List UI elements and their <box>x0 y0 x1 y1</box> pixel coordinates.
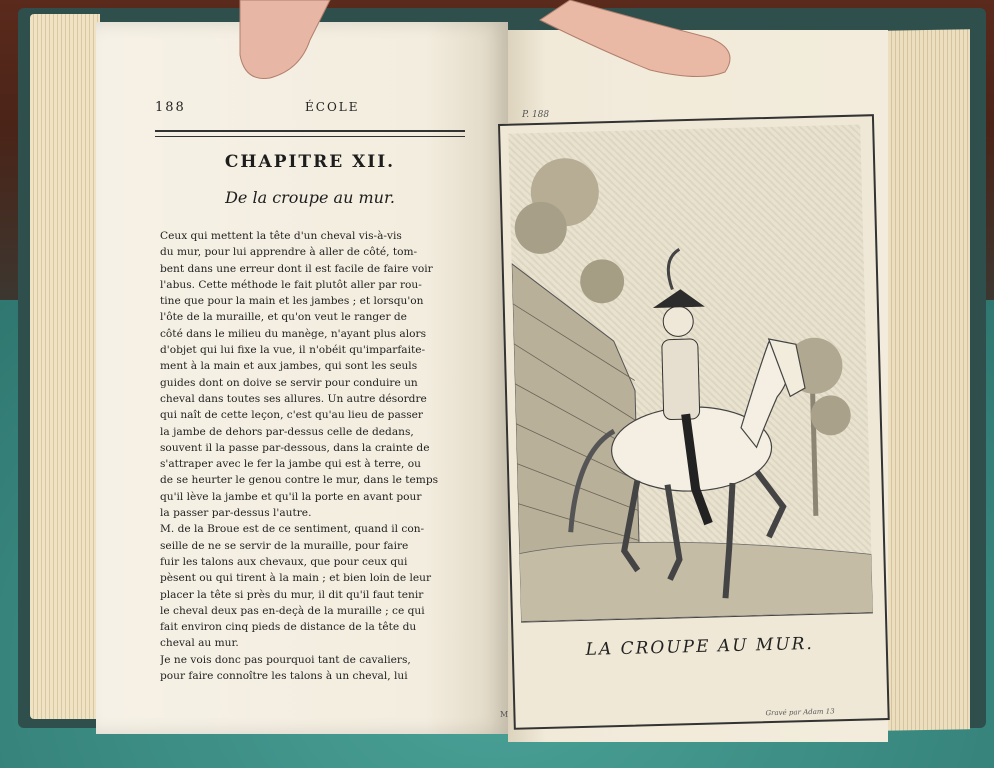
text-line: souvent il la passe par-dessous, dans la crainte de <box>160 441 430 454</box>
engraving-plate <box>498 114 890 730</box>
text-line: Ceux qui mettent la tête d'un cheval vis-à-vis <box>160 230 402 242</box>
chapter-title: CHAPITRE XII. <box>224 152 396 172</box>
hand <box>230 0 750 84</box>
body-text <box>160 228 472 684</box>
text-line: pour faire connoître les talons à un cheval, lui <box>160 670 408 683</box>
plate-caption: LA CROUPE AU MUR. <box>585 633 815 660</box>
signature-mark: M <box>500 710 509 719</box>
text-line: d'objet qui lui fixe la vue, il n'obéit qu'imparfaite- <box>160 344 426 357</box>
left-page-edges <box>30 14 100 719</box>
running-head <box>155 100 465 118</box>
plate-number: 13 <box>825 707 835 716</box>
text-line: s'attraper avec le fer la jambe qui est à terre, ou <box>160 458 421 471</box>
engraver-credit: Gravé par Adam <box>765 707 824 718</box>
text-line: placer la tête si près du mur, il dit qu'il faut tenir <box>160 588 424 601</box>
text-line: tine que pour la main et les jambes ; et lorsqu'on <box>160 295 424 308</box>
text-line: du mur, pour lui apprendre à aller de côté, tom- <box>160 246 418 259</box>
plate-credit <box>765 707 834 717</box>
text-line: cheval dans toutes ses allures. Un autre désordre <box>160 392 427 405</box>
header-rule <box>155 130 465 137</box>
right-page-edges <box>880 29 970 731</box>
text-line: seille de ne se servir de la muraille, pour faire <box>160 539 409 552</box>
running-head-title: ÉCOLE <box>305 100 360 114</box>
text-line: pèsent ou qui tirent à la main ; et bien loin de leur <box>160 572 432 585</box>
text-line: la passer par-dessus l'autre. <box>160 507 312 520</box>
text-line: la jambe de dehors par-dessus celle de dedans, <box>160 425 414 438</box>
text-line: fuir les talons aux chevaux, que pour ceux qui <box>160 555 408 568</box>
rider-horse-illustration <box>508 125 873 622</box>
text-line: côté dans le milieu du manège, n'ayant plus alors <box>160 327 427 340</box>
text-line: l'ôte de la muraille, et qu'on veut le ranger de <box>160 311 407 324</box>
chapter-subtitle: De la croupe au mur. <box>225 188 395 207</box>
text-line: qu'il lève la jambe et qu'il la porte en avant pour <box>160 490 422 503</box>
text-line: le cheval deux pas en-deçà de la muraille ; ce qui <box>160 604 425 617</box>
text-line: fait environ cinq pieds de distance de la tête du <box>160 621 417 634</box>
page-number: 188 <box>155 100 186 115</box>
text-line: qui naît de cette leçon, c'est qu'au lieu de passer <box>160 409 423 422</box>
plate-reference: P. 188 <box>522 110 550 120</box>
text-line: de se heurter le genou contre le mur, dans le temps <box>160 474 439 487</box>
text-line: bent dans une erreur dont il est facile de faire voir <box>160 262 433 275</box>
engraving-image <box>508 125 873 623</box>
text-line: guides dont on doive se servir pour conduire un <box>160 376 418 389</box>
text-line: l'abus. Cette méthode le fait plutôt aller par rou- <box>160 278 422 291</box>
text-line: cheval au mur. <box>160 637 239 650</box>
text-line: M. de la Broue est de ce sentiment, quand il con- <box>160 523 425 536</box>
text-line: Je ne vois donc pas pourquoi tant de cavaliers, <box>160 653 411 666</box>
text-line: ment à la main et aux jambes, qui sont les seuls <box>160 360 418 373</box>
